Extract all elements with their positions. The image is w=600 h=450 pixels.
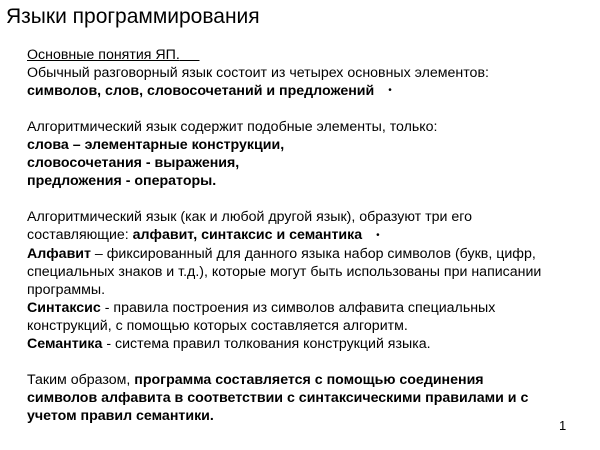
spacer — [27, 353, 587, 371]
syntax-term: Синтаксис — [27, 299, 101, 316]
syntax-line-2: конструкций, с помощью которых составляется алгоритм. — [27, 317, 408, 334]
alphabet-line-2: специальных знаков и т.д.), которые могут быть использованы при написании — [27, 263, 542, 280]
syntax-line-1 — [27, 299, 587, 317]
bullet-dot-icon: • — [376, 229, 380, 241]
semantics-definition: - система правил толкования конструкций языка. — [102, 335, 431, 352]
spacer — [27, 190, 587, 208]
components-list: алфавит, синтаксис и семантика — [132, 227, 363, 244]
conclusion-part-1: программа составляется с помощью соединения — [134, 371, 484, 388]
semantics-term: Семантика — [27, 335, 103, 352]
paragraph-2-line-2: слова – элементарные конструкции, — [27, 137, 285, 154]
heading-line — [27, 46, 587, 64]
paragraph-4-line-3: учетом правил семантики. — [27, 407, 214, 424]
spacer — [27, 100, 587, 118]
alphabet-definition-1: – фиксированный для данного языка набор символов (букв, цифр, — [90, 245, 536, 262]
language-elements-list: символов, слов, словосочетаний и предложений — [27, 83, 375, 99]
components-intro: составляющие: — [27, 227, 133, 244]
alphabet-term: Алфавит — [27, 245, 91, 262]
paragraph-3-line-1: Алгоритмический язык (как и любой другой язык), образуют три его — [27, 209, 473, 226]
syntax-definition-1: - правила построения из символов алфавита специальных — [100, 299, 496, 316]
semantics-line — [27, 335, 587, 353]
paragraph-2-line-3: словосочетания - выражения, — [27, 155, 240, 172]
paragraph-1-line-1: Обычный разговорный язык состоит из четырех основных элементов: — [27, 65, 489, 81]
page-number: 1 — [559, 418, 567, 433]
paragraph-2-line-1: Алгоритмический язык содержит подобные элементы, только: — [27, 119, 438, 136]
paragraph-4-line-1 — [27, 371, 587, 389]
paragraph-1-line-2 — [27, 82, 587, 100]
conclusion-intro: Таким образом, — [27, 371, 135, 388]
bullet-dot-icon: • — [388, 85, 392, 97]
slide-body — [27, 46, 587, 425]
section-heading: Основные понятия ЯП. — [27, 47, 180, 63]
heading-underline-tail — [180, 47, 200, 63]
paragraph-4-line-2: символов алфавита в соответствии с синтаксическими правилами и с — [27, 389, 529, 406]
alphabet-line-3: программы. — [27, 281, 106, 298]
paragraph-3-line-2 — [27, 226, 587, 244]
alphabet-line-1 — [27, 245, 587, 263]
paragraph-2-line-4: предложения - операторы. — [27, 173, 217, 190]
slide-title: Языки программирования — [6, 5, 260, 28]
